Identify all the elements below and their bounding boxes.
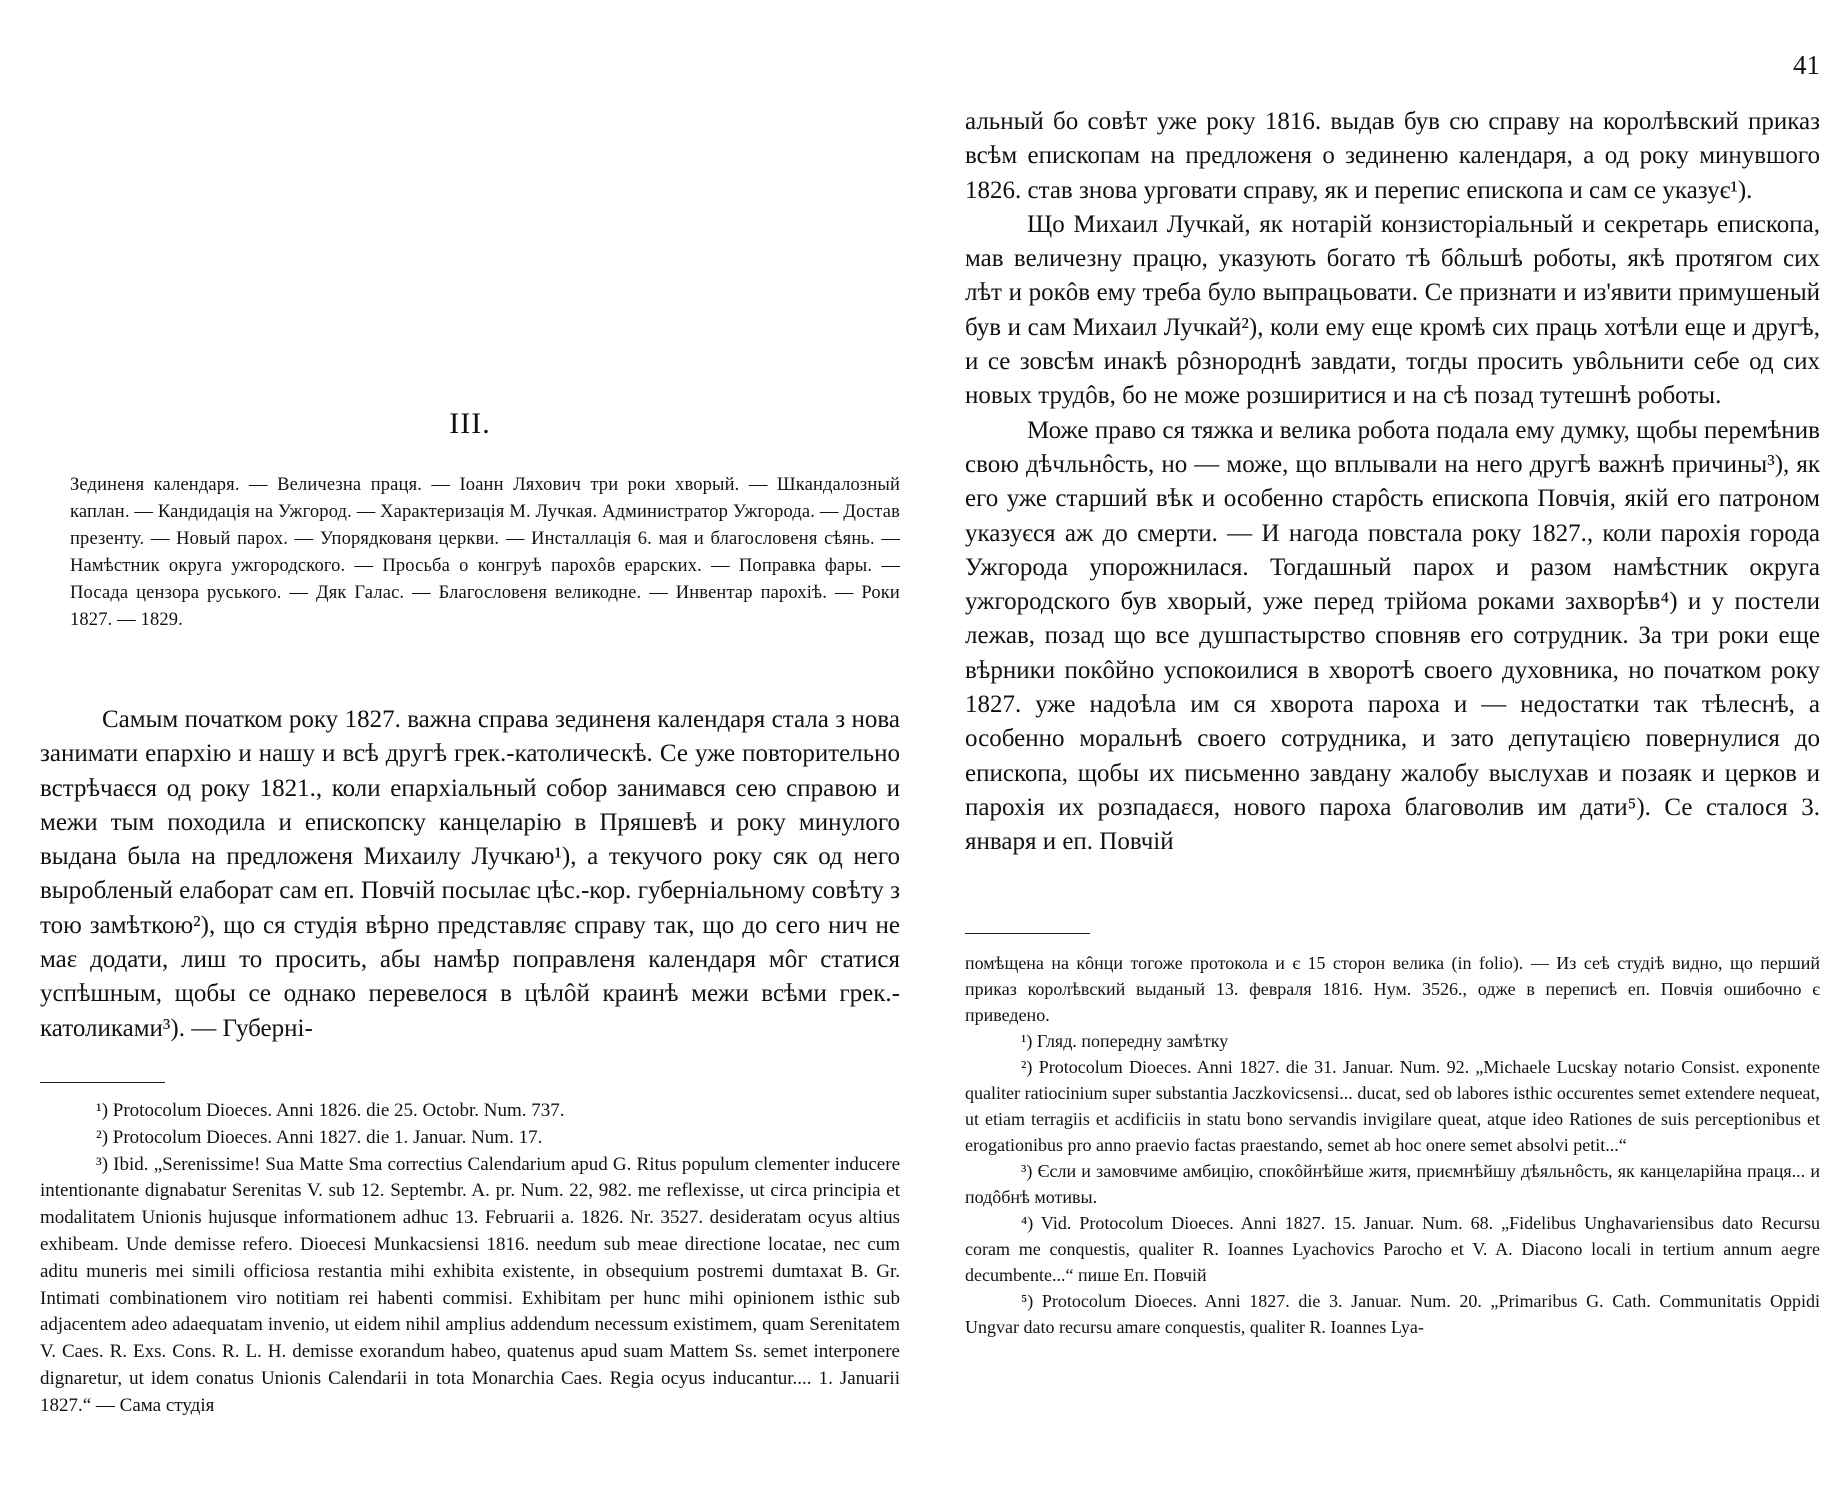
right-paragraph-3: Може право ся тяжка и велика робота подала ему думку, щобы перемѣнив свою дѣчльнôсть, но — може, що вплывали на него другѣ важнѣ причины³), як его уже старший вѣк и особенно старôсть епископа Повчія, якій его патроном указуєся аж до смерти. — И нагода повстала року 1827., коли парохія города Ужгорода упорожнилася. Тогдашный парох и разом намѣстник округа ужгородского був хворый, уже перед трійома роками захворѣв⁴) и у постели лежав, позад що все душпастырство сповняв его сотрудник. За три роки еще вѣрники покôйно успокоилися в хворотѣ своего духовника, но початком року 1827. уже надоѣла им ся хворота пароха и — недостатки так тѣлеснѣ, а особенно моральнѣ своего сотрудника, и зато депутацією повернулися до епископа, щобы их письменно завдану жалобу выслухав и позаяк и церков и парохія их розпадаεся, нового пароха благоволив им дати⁵). Се сталося 3. января и еп. Повчій: [965, 416, 1820, 856]
right-page: [965, 0, 1820, 1500]
left-paragraph: Самым початком року 1827. важна справа зединеня календаря стала з нова занимати епархію и нашу и всѣ другѣ грек.-католическѣ. Се уже повторительно встрѣчаєся од року 1821., коли епархіальный собор занимався сею справою и межи тым походила и епископску канцеларію в Пряшевѣ и року минулого выдана была на предложеня Михаилу Лучкаю¹), а текучого року сяк од него выробленый елаборат сам еп. Повчій посылає цѣс.-кор. губерніальному совѣту з тою замѣткою²), що ся студія вѣрно представляє справу так, що до сего нич не маε додати, лиш то просить, абы намѣр поправленя календаря мôг статися успѣшным, щобы се однако перевелося в цѣлôй краинѣ межи всѣми грек.-католиками³). — Губерні-: [40, 706, 900, 1042]
footnote-4: ⁴) Vid. Protocolum Dioeces. Anni 1827. 15. Januar. Num. 68. „Fidelibus Unghavariensibus dato Recursu coram me conquestis, qualiter R. Ioannes Lyachovics Parocho et V. A. Diacono locali in tertium annum aegre decumbente...“ пише Еп. Повчій: [965, 1213, 1820, 1285]
footnote-2: ²) Protocolum Dioeces. Anni 1827. die 1. Januar. Num. 17.: [96, 1126, 543, 1148]
chapter-numeral: III.: [449, 407, 491, 440]
left-page: [40, 0, 900, 1500]
footnote-continuation: помѣщена на кôнци тогоже протокола и є 15 сторон велика (in folio). — Из сеѣ студіѣ видно, що перший приказ королѣвский выданый 13. февраля 1816. Нум. 3526., одже в переписѣ еп. Повчія ошибочно є приведено.: [965, 953, 1820, 1025]
right-footnotes: [965, 950, 1820, 1340]
footnote-3: ³) Єсли и замовчиме амбицію, спокôйнѣйше житя, приємнѣйшу дѣяльнôсть, як канцеларійна праця... и подôбнѣ мотивы.: [965, 1161, 1820, 1207]
right-paragraph-2: Що Михаил Лучкай, як нотарій конзисторіальный и секретарь епископа, мав величезну працю, указують богато тѣ бôльшѣ роботы, якѣ протягом сих лѣт и рокôв ему треба було выпрацьовати. Се признати и из'явити примушеный був и сам Михаил Лучкай²), коли ему еще кромѣ сих праць хотѣли еще и другѣ, и се зовсѣм инакѣ рôзнороднѣ завдати, тогды просить увôльнити себе од сих новых трудôв, бо не може розширитися и на сѣ позад тутешнѣ роботы.: [965, 210, 1820, 410]
right-paragraph-1: альный бо совѣт уже року 1816. выдав був сю справу на королѣвский приказ всѣм епископам на предложеня о зединеню календаря, а од року минувшого 1826. став знова урговати справу, як и перепис епископа и сам се указує¹).: [965, 108, 1820, 204]
chapter-summary: Зединеня календаря. — Величезна праця. — Іоанн Ляхович три роки хворый. — Шкандалозный каплан. — Кандидація на Ужгород. — Характеризація М. Лучкая. Администратор Ужгорода. — Достав презенту. — Новый парох. — Упорядкованя церкви. — Инсталлація 6. мая и благословеня сѣянь. — Намѣстник округа ужгородского. — Просьба о конгруѣ парохôв ерарских. — Поправка фары. — Посада цензора руського. — Дяк Галас. — Благословеня великодне. — Инвентар парохіѣ. — Роки 1827. — 1829.: [70, 475, 900, 630]
left-body-text: [40, 703, 900, 1046]
right-body-text: [965, 105, 1820, 860]
left-footnotes: [40, 1098, 900, 1420]
footnote-2: ²) Protocolum Dioeces. Anni 1827. die 31. Januar. Num. 92. „Michaele Lucskay notario Consist. exponente qualiter ratiocinium super substantia Jaczkovicsensi... ducat, sed ob labores isthic occurentes semet extendere nequeat, ut etiam terragiis et acdificiis in statu bono servandis invigilare queat, atque ideo Rationes de suis perceptionibus et erogationibus pro anno praevio factas praestando, semet ab hoc onere semet absolvi petit...“: [965, 1057, 1820, 1155]
footnote-5: ⁵) Protocolum Dioeces. Anni 1827. die 3. Januar. Num. 20. „Primaribus G. Cath. Communitatis Oppidi Ungvar dato recursu amare conquestis, qualiter R. Ioannes Lya-: [965, 1291, 1820, 1337]
footnote-3: ³) Ibid. „Serenissime! Sua Matte Sma correctius Calendarium apud G. Ritus populum clementer inducere intentionante dignabatur Serenitas V. sub 12. Septembr. A. pr. Num. 22, 982. me reflexisse, ut circa principia et modalitatem Unionis hujusque informationem adhuc 13. Februarii a. 1826. Nr. 3527. desideratam ocyus altius exhibeam. Unde demisse refero. Dioecesi Munkacsiensi 1816. needum sub meae directione locatae, nec cum aditu muneris mei simili officiosa restantia mihi exhibita existente, in obsequium postremi dumtaxat B. Gr. Intimati combinationem viro notitiam rei habenti commisi. Exhibitam per hunc mihi opinionem isthic sub adjacentem adeo adaequatam invenio, ut eidem nihil amplius addendum necessum existimem, quam Serenitatem V. Caes. R. Exs. Cons. R. L. H. demisse exorandum habeo, quatenus apud suam Mattem Ss. semet interponere dignaretur, ut idem conatus Unionis Calendarii in tota Monarchia Caes. Regia ocyus inducantur.... 1. Januarii 1827.“ — Сама студія: [40, 1153, 900, 1416]
page-number: 41: [1793, 50, 1820, 80]
footnote-separator: [40, 1082, 165, 1083]
footnote-separator: [965, 933, 1090, 934]
footnote-1: ¹) Protocolum Dioeces. Anni 1826. die 25. Octobr. Num. 737.: [96, 1100, 565, 1121]
footnote-1: ¹) Гляд. попередну замѣтку: [1021, 1031, 1229, 1051]
